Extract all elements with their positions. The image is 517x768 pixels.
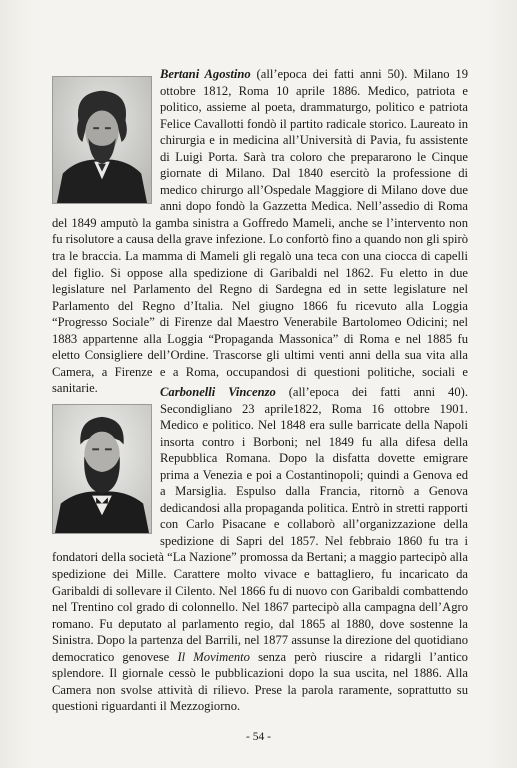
portrait-carbonelli-image	[53, 405, 151, 533]
portrait-carbonelli	[52, 404, 152, 534]
bio-carbonelli-text-after: senza però riuscire a ridargli l’antico splendore. Il giornale cessò le pubblicazioni dopo la sua uscita, nel 1886. Alla Camera non svolse attività di rilievo. Prese la parola raramente, soprattutto su questioni riguardanti il Mezzogiorno.	[52, 649, 468, 714]
page-number: - 54 -	[246, 731, 271, 743]
portrait-bertani	[52, 76, 152, 204]
portrait-bertani-image	[53, 77, 151, 203]
bio-carbonelli-name: Carbonelli Vincenzo	[160, 385, 276, 399]
bio-bertani-name: Bertani Agostino	[160, 67, 251, 81]
bio-carbonelli-text-before: (all’epoca dei fatti anni 40). Secondigliano 23 aprile1822, Roma 16 ottobre 1901. Medico e politico. Nel 1848 era sulle barricate della Napoli insorta contro i Borboni; nel 1849 fu alla difesa della Repubblica Romana. Dopo la disfatta dovette emigrare prima a Venezia e poi a Costantinopoli; quindi a Genova ed a Marsiglia. Espulso dalla Francia, ritornò a Genova dedicandosi alla propaganda politica. Entrò in stretti rapporti con Carlo Pisacane e collaborò all’organizzazione della spedizione di Sapri del 1857. Nel febbraio 1860 fu tra i fondatori della società “La Nazione” promossa da Bertani; a maggio partecipò alla spedizione dei Mille. Carattere molto vivace e battagliero, fu incaricato da Garibaldi di sollevare il Cilento. Nel 1866 fu di nuovo con Garibaldi combattendo nel Trentino col grado di colonnello. Nel 1867 partecipò alla campagna dell’Agro romano. Fu deputato al parlamento regio, dal 1865 al 1880, dove sostenne la Sinistra. Dopo la partenza del Barrili, nel 1877 assunse la direzione del quotidiano democratico genovese	[52, 385, 468, 664]
bio-bertani	[52, 66, 468, 397]
bio-bertani-text: (all’epoca dei fatti anni 50). Milano 19 ottobre 1812, Roma 10 aprile 1886. Medico, patriota e politico, assieme al poeta, drammaturgo, politico e patriota Felice Cavallotti fondò il partito radicale storico. Laureato in chirurgia e in medicina all’Università di Pavia, fu assistente di Luigi Porta. Sarà tra coloro che prepararono le Cinque giornate di Milano. Dal 1840 esercitò la professione di medico chirurgo all’Ospedale Maggiore di Milano dove due anni dopo fondò la Gazzetta Medica. Nell’assedio di Roma del 1849 amputò la gamba sinistra a Goffredo Mameli, anche se l’intervento non fu risolutore a causa della grave infezione. Lo confortò fino a quando non gli spirò tra le braccia. La mamma di Mameli gli regalò una teca con una ciocca di capelli del figlio. Si oppose alla spedizione di Garibaldi nel 1862. Fu eletto in due legislature nel Parlamento del Regno di Sardegna ed in sette legislature nel Parlamento del Regno d’Italia. Nel giugno 1866 fu ricevuto alla Loggia “Progresso Sociale” di Firenze dal Maestro Venerabile Bartolomeo Odicini; nel 1883 appartenne alla Loggia “Propaganda Massonica” di Roma e nel 1885 fu eletto Consigliere dell’Ordine. Trascorse gli ultimi venti anni della sua vita alla Camera, a Firenze e a Roma, occupandosi di questioni politiche, sociali e sanitarie.	[52, 67, 468, 396]
bio-carbonelli-newspaper: Il Movimento	[177, 649, 250, 664]
bio-carbonelli	[52, 384, 468, 715]
